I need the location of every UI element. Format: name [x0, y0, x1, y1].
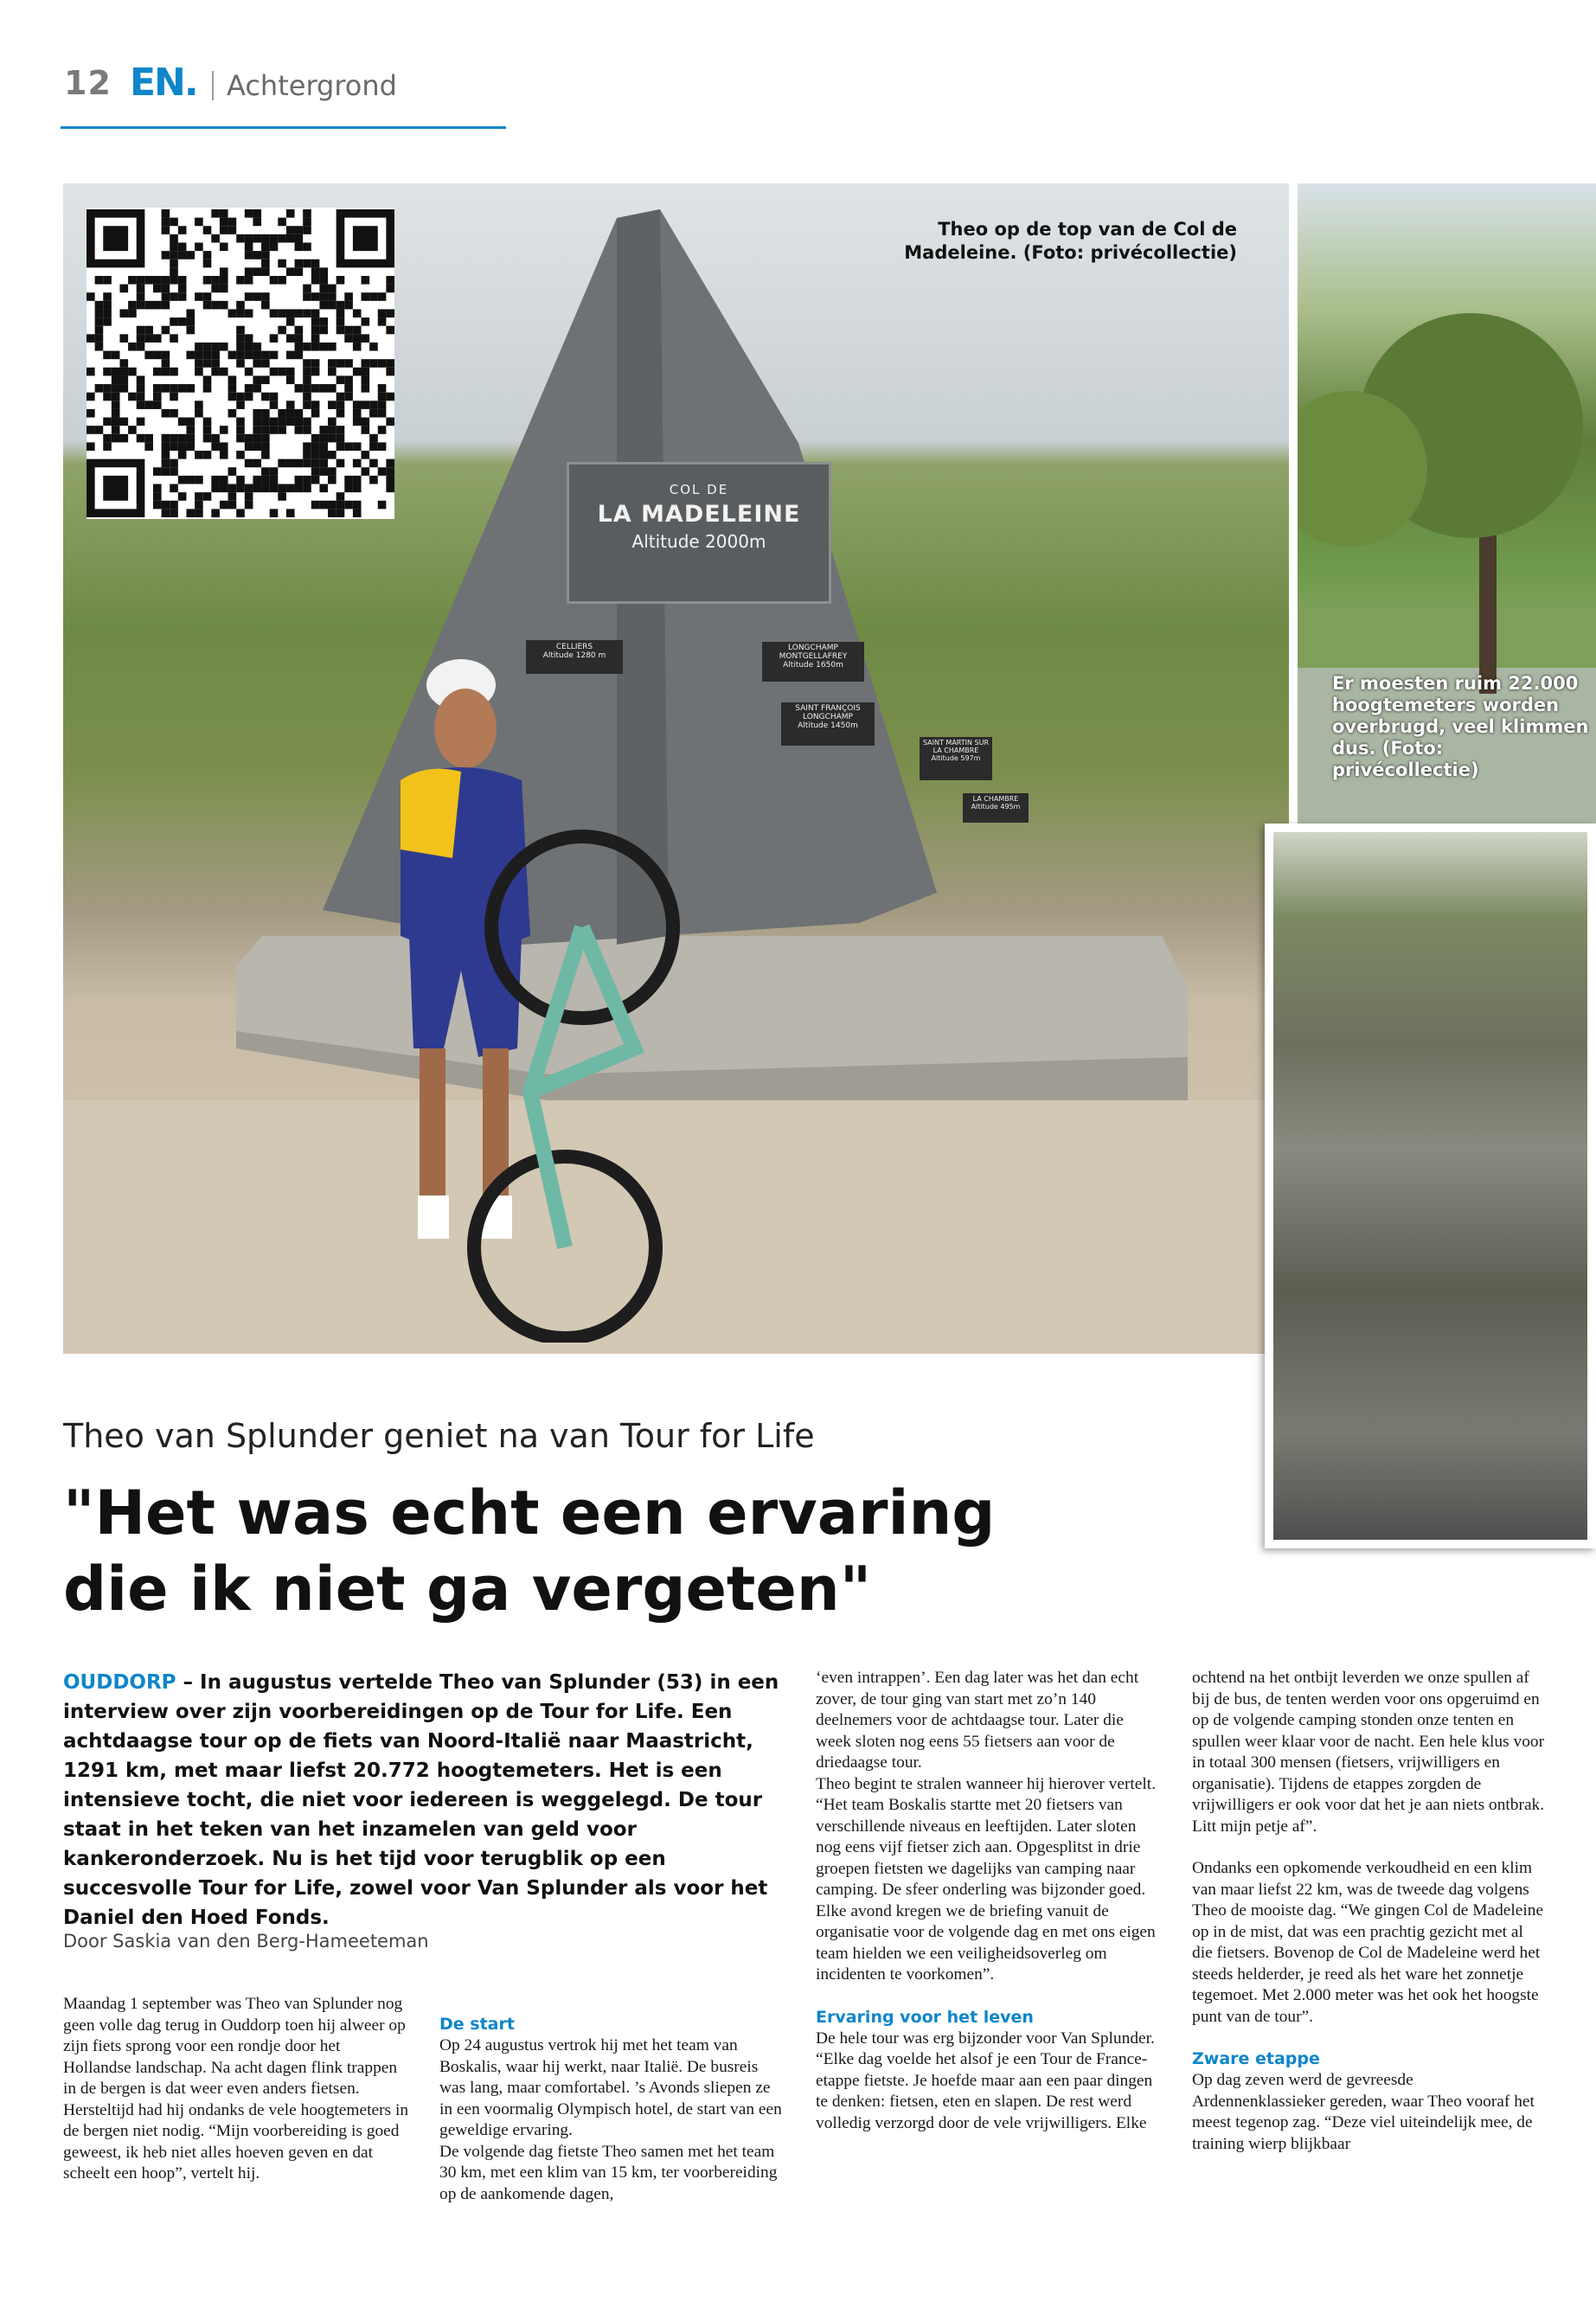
page-number: 12 — [64, 64, 112, 102]
newspaper-logo: EN. — [130, 61, 197, 105]
paragraph: ochtend na het ontbijt leverden we onze spullen af bij de bus, de tenten werden voor ons opgeruimd en op de volgende camping stonden onze tenten en spullen weer klaar voor de nacht. Een hele klus voor in totaal 300 mensen (fietsers, vrijwilligers en organisatie). Tijdens de etappes zorgden de vrijwilligers er ook voor dat het je aan niets ontbrak. Litt mijn petje af”. — [1192, 1669, 1545, 1836]
rock-photo — [1265, 824, 1596, 1548]
paragraph: Maandag 1 september was Theo van Splunder nog geen volle dag terug in Ouddorp toen hij alweer op zijn fiets sprong voor een rondje door het Hollandse landschap. Na acht dagen flink trappen in de bergen is dat weer even anders fietsen. Hersteltijd had hij ondanks de vele hoogtemeters in de bergen niet nodig. “Mijn voorbereiding is goed geweest, ik heb niet alles hoeven geven en dat scheelt een hoop”, vertelt hij. — [63, 1995, 409, 2182]
dateline: OUDDORP — [63, 1671, 176, 1694]
cyclist-figure — [271, 564, 703, 1343]
paragraph: Op 24 augustus vertrok hij met het team van Boskalis, waar hij werkt, naar Italië. De busreis was lang, maar comfortabel. ’s Avonds sliepen ze in een voormalig Olympisch hotel, de start van een geweldige ervaring. — [439, 2036, 782, 2139]
altitude-plaque: SAINT MARTIN SUR LA CHAMBRE Altitude 597m — [920, 737, 992, 780]
sign-small-title: COL DE — [669, 482, 729, 497]
paragraph: De hele tour was erg bijzonder voor Van Splunder. “Elke dag voelde het alsof je een Tour de France-etappe fietste. Je hoefde maar aan een paar dingen te denken: fietsen, eten en slapen. De rest werd volledig verzorgd door de vele vrijwilligers. Elke — [816, 2029, 1155, 2132]
qr-code[interactable] — [87, 208, 394, 519]
side-photo-caption: Er moesten ruim 22.000 hoogtemeters worden overbrugd, veel klimmen dus. (Foto: privécollectie) — [1332, 673, 1589, 780]
altitude-plaque: LA CHAMBRE Altitude 495m — [963, 793, 1029, 823]
sign-altitude: Altitude 2000m — [631, 531, 766, 552]
subheading-start: De start — [439, 2015, 515, 2034]
section-label: Achtergrond — [227, 69, 397, 102]
body-column-3 — [816, 1668, 1162, 2134]
paragraph: Ondanks een opkomende verkoudheid en een klim van maar liefst 22 km, was de tweede dag volgens Theo de mooiste dag. “We gingen Col de Madeleine op in de mist, dat was een prachtig gezicht met al die fietsers. Bovenop de Col de Madeleine werd het steeds helderder, je reed als het ware het zonnetje tegemoet. Met 2.000 meter was het ook het hoogste punt van de tour”. — [1192, 1859, 1544, 2026]
intro-text: – In augustus vertelde Theo van Splunder (53) in een interview over zijn voorbereidingen op de Tour for Life. Een achtdaagse tour op de fiets van Noord-Italië naar Maastricht, 1291 km, met maar liefst 20.772 hoogtemeters. Het is een intensieve tocht, die niet voor iedereen is weggelegd. De tour staat in het teken van het inzamelen van geld voor kankeronderzoek. Nu is het tijd voor terugblik op een succesvolle Tour for Life, zowel voor Van Splunder als voor het Daniel den Hoed Fonds. — [63, 1671, 779, 1929]
body-column-1 — [63, 1994, 409, 2185]
main-photo-caption: Theo op de top van de Col de Madeleine. (Foto: privécollectie) — [904, 219, 1237, 263]
qr-icon — [87, 208, 394, 519]
body-column-4 — [1192, 1668, 1547, 2155]
paragraph: Op dag zeven werd de gevreesde Ardennenklassieker gereden, waar Theo vooraf het meest tegenop zag. “Deze viel uiteindelijk mee, de training wierp blijkbaar — [1192, 2071, 1535, 2153]
sign-title: LA MADELEINE — [597, 501, 801, 528]
altitude-plaque: LONGCHAMP MONTGELLAFREY Altitude 1650m — [762, 642, 864, 682]
subheading-ervaring: Ervaring voor het leven — [816, 2007, 1034, 2027]
header-separator — [212, 71, 214, 100]
byline: Door Saskia van den Berg-Hameeteman — [63, 1931, 429, 1952]
subheading-zware: Zware etappe — [1192, 2049, 1320, 2068]
article-intro — [63, 1668, 790, 1932]
altitude-plaque: CELLIERS Altitude 1280 m — [526, 640, 623, 674]
header-rule — [61, 126, 506, 129]
altitude-plaque: SAINT FRANÇOIS LONGCHAMP Altitude 1450m — [781, 702, 875, 746]
article-headline: "Het was echt een ervaring die ik niet ga vergeten" — [63, 1477, 996, 1625]
paragraph: ‘even intrappen’. Een dag later was het dan echt zover, de tour ging van start met zo’n 140 deelnemers voor de achtdaagse tour. Later die week sloten nog eens 55 fietsers aan voor de driedaagse tour. — [816, 1669, 1139, 1772]
paragraph: Theo begint te stralen wanneer hij hierover vertelt. “Het team Boskalis startte met 20 fietsers van verschillende niveaus en leeftijden. Later sloten nog eens vijf fietser zich aan. Opgesplitst in drie groepen fietsten we dagelijks van camping naar camping. De sfeer onderling was bijzonder goed. Elke avond kregen we de briefing vanuit de organisatie voor de volgende dag en met ons eigen team hielden we een veiligheidsoverleg om incidenten te voorkomen”. — [816, 1774, 1157, 1984]
body-column-2 — [439, 2014, 785, 2205]
paragraph: De volgende dag fietste Theo samen met het team 30 km, met een klim van 15 km, ter voorbereiding op de aankomende dagen, — [439, 2142, 778, 2203]
article-kicker: Theo van Splunder geniet na van Tour for Life — [63, 1417, 815, 1455]
